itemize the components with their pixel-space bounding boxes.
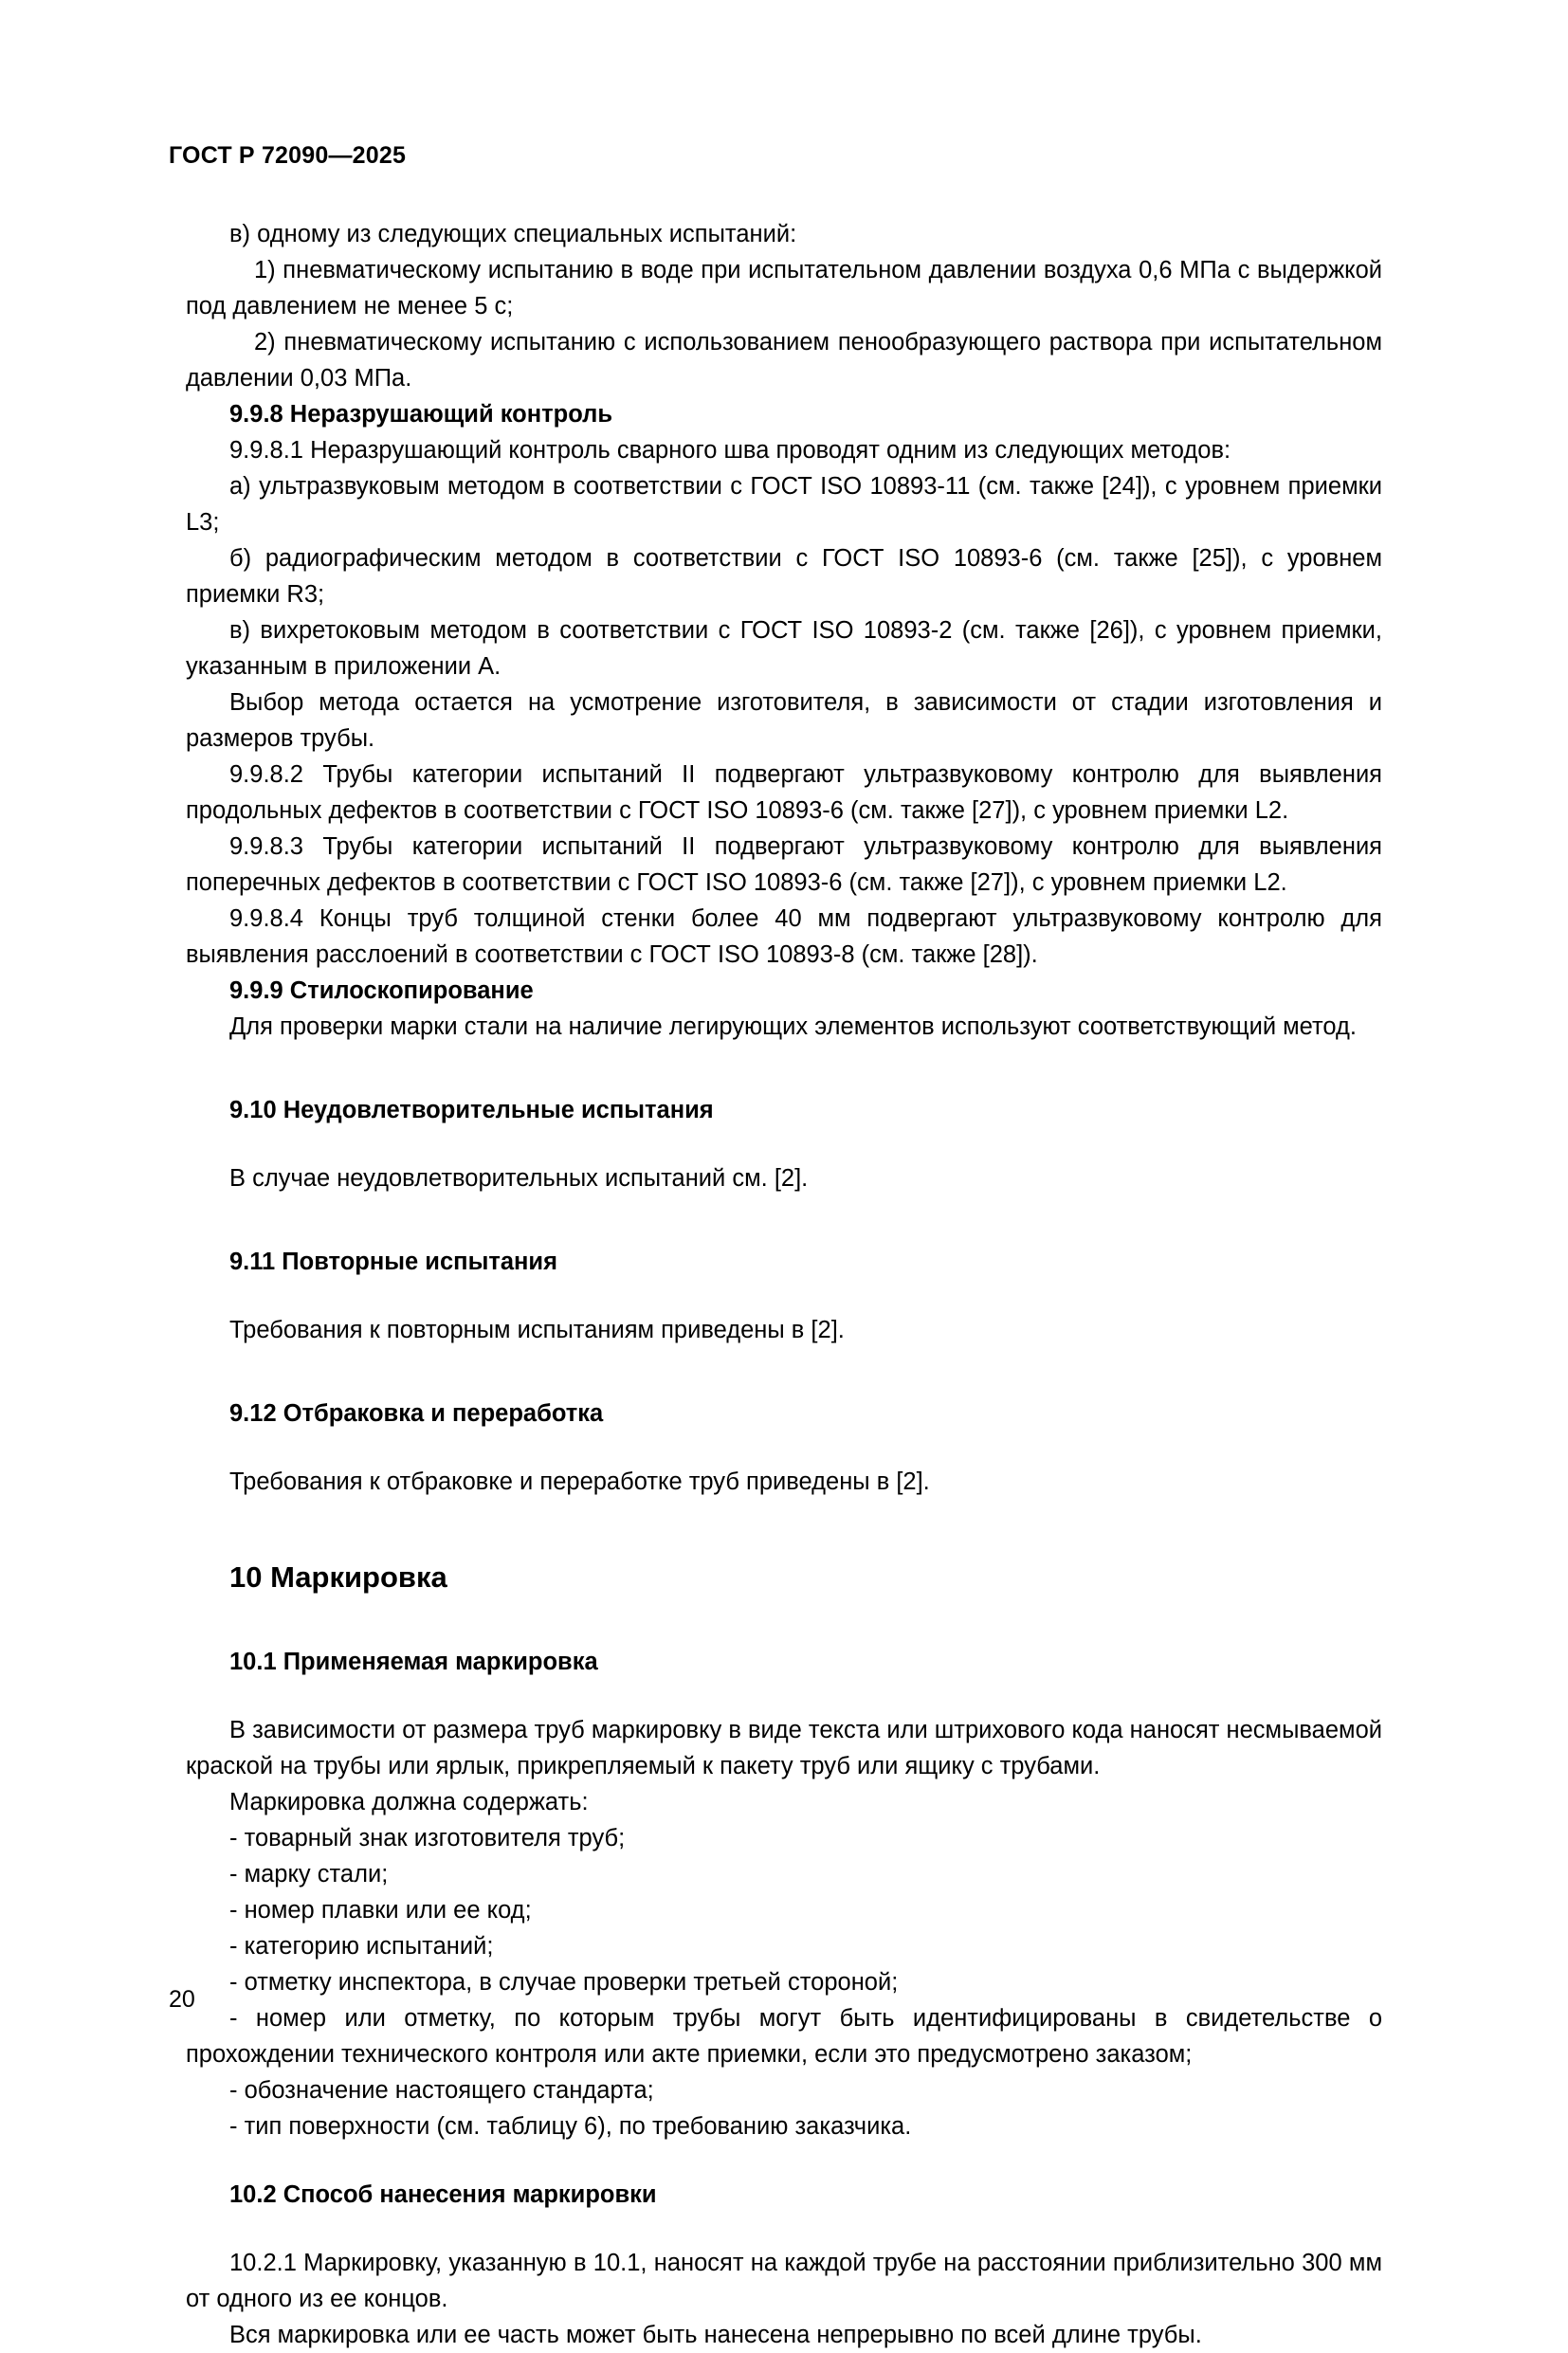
paragraph-9-9-8-2: 9.9.8.2 Трубы категории испытаний II подвергают ультразвуковому контролю для выявления продольных дефектов в соответствии с ГОСТ ISO 10893-6 (см. также [27]), с уровнем приемки L2. (186, 761, 1382, 824)
paragraph-9-9-8-4: 9.9.8.4 Концы труб толщиной стенки более 40 мм подвергают ультразвуковому контролю для выявления расслоений в соответствии с ГОСТ ISO 10893-8 (см. также [28]). (186, 905, 1382, 968)
spacer (186, 2213, 1382, 2245)
paragraph-10-2-2: Вся маркировка или ее часть может быть нанесена непрерывно по всей длине трубы. (229, 2322, 1202, 2348)
list-item-marking: - обозначение настоящего стандарта; (229, 2077, 654, 2104)
paragraph-9-12: Требования к отбраковке и переработке труб приведены в [2]. (229, 1468, 930, 1495)
paragraph-9-10: В случае неудовлетворительных испытаний см. [2]. (229, 1165, 809, 1192)
heading-9-11: 9.11 Повторные испытания (229, 1249, 557, 1275)
spacer (186, 1596, 1382, 1644)
paragraph-10-1-lead: Маркировка должна содержать: (229, 1789, 589, 1815)
paragraph-9-9-8-1: 9.9.8.1 Неразрушающий контроль сварного шва проводят одним из следующих методов: (229, 437, 1231, 464)
spacer (186, 1280, 1382, 1312)
list-item-marking: - номер или отметку, по которым трубы могут быть идентифицированы в свидетельстве о прохождении технического контроля или акте приемки, если это предусмотрено заказом; (186, 2005, 1382, 2068)
page-number: 20 (169, 1986, 195, 2013)
paragraph-9-9-8-3: 9.9.8.3 Трубы категории испытаний II подвергают ультразвуковому контролю для выявления поперечных дефектов в соответствии с ГОСТ ISO 10893-6 (см. также [27]), с уровнем приемки L2. (186, 833, 1382, 896)
paragraph-9-11: Требования к повторным испытаниям приведены в [2]. (229, 1317, 845, 1343)
page-content (186, 216, 1382, 2353)
paragraph-10-1-intro: В зависимости от размера труб маркировку в виде текста или штрихового кода наносят несмываемой краской на трубы или ярлык, прикрепляемый к пакету труб или ящику с трубами. (186, 1717, 1382, 1779)
heading-9-9-8: 9.9.8 Неразрушающий контроль (229, 401, 613, 428)
paragraph-method-b: б) радиографическим методом в соответствии с ГОСТ ISO 10893-6 (см. также [25]), с уровнем приемки R3; (186, 545, 1382, 608)
heading-9-10: 9.10 Неудовлетворительные испытания (229, 1097, 714, 1123)
spacer (186, 1500, 1382, 1559)
list-item-marking: - отметку инспектора, в случае проверки третьей стороной; (229, 1969, 899, 1996)
spacer (186, 2144, 1382, 2177)
spacer (186, 1680, 1382, 1712)
paragraph-9-9-9: Для проверки марки стали на наличие легирующих элементов используют соответствующий метод. (229, 1013, 1357, 1040)
paragraph-method-a: а) ультразвуковым методом в соответствии с ГОСТ ISO 10893-11 (см. также [24]), с уровнем приемки L3; (186, 473, 1382, 536)
heading-10-1: 10.1 Применяемая маркировка (229, 1649, 598, 1675)
list-item-marking: - марку стали; (229, 1861, 389, 1888)
paragraph-method-choice: Выбор метода остается на усмотрение изготовителя, в зависимости от стадии изготовления и размеров трубы. (186, 689, 1382, 752)
list-item-marking: - тип поверхности (см. таблицу 6), по требованию заказчика. (229, 2113, 912, 2140)
list-item-marking: - категорию испытаний; (229, 1933, 494, 1960)
paragraph-item-v: в) одному из следующих специальных испытаний: (229, 221, 797, 247)
list-item-marking: - номер плавки или ее код; (229, 1897, 532, 1924)
spacer (186, 1432, 1382, 1464)
paragraph-item-1: 1) пневматическому испытанию в воде при испытательном давлении воздуха 0,6 МПа с выдержкой под давлением не менее 5 с; (186, 257, 1382, 319)
spacer (186, 1348, 1382, 1395)
heading-9-9-9: 9.9.9 Стилоскопирование (229, 977, 534, 1004)
heading-section-10: 10 Маркировка (229, 1560, 447, 1594)
paragraph-method-v: в) вихретоковым методом в соответствии с ГОСТ ISO 10893-2 (см. также [26]), с уровнем приемки, указанным в приложении А. (186, 617, 1382, 680)
heading-9-12: 9.12 Отбраковка и переработка (229, 1400, 604, 1427)
page-header-standard-number: ГОСТ Р 72090—2025 (169, 142, 407, 169)
spacer (186, 1045, 1382, 1092)
paragraph-10-2-1: 10.2.1 Маркировку, указанную в 10.1, наносят на каждой трубе на расстоянии приблизительно 300 мм от одного из ее концов. (186, 2250, 1382, 2312)
spacer (186, 1196, 1382, 1244)
spacer (186, 1128, 1382, 1160)
paragraph-item-2: 2) пневматическому испытанию с использованием пенообразующего раствора при испытательном давлении 0,03 МПа. (186, 329, 1382, 392)
list-item-marking: - товарный знак изготовителя труб; (229, 1825, 626, 1851)
heading-10-2: 10.2 Способ нанесения маркировки (229, 2181, 657, 2208)
